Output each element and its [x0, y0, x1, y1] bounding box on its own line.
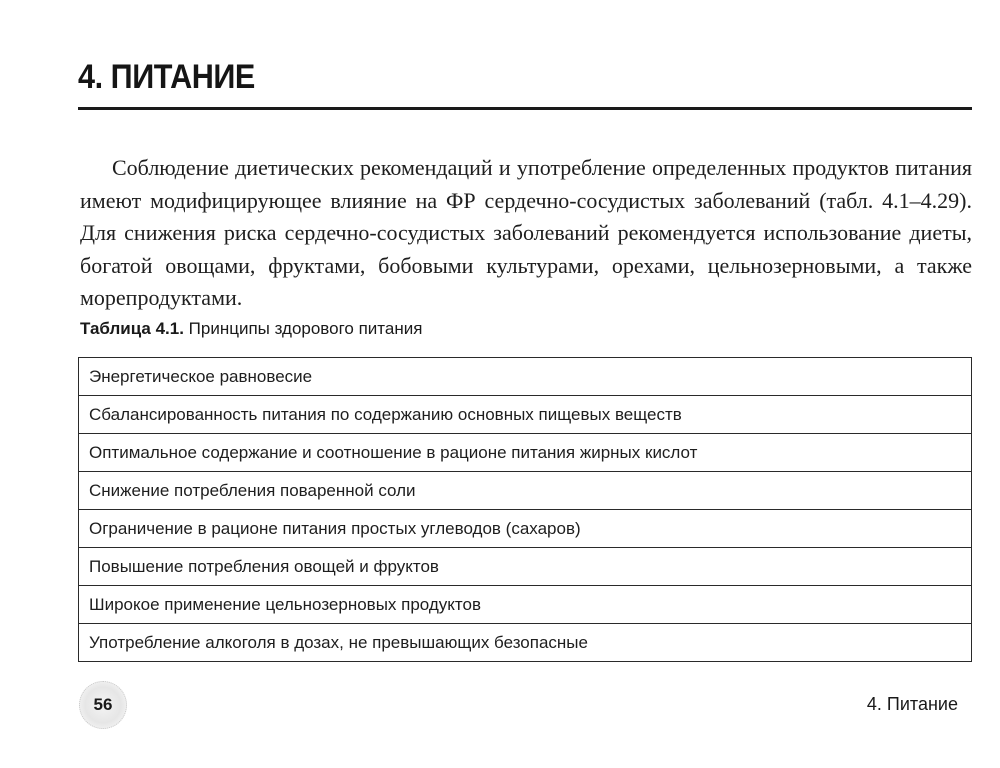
- table-row: [79, 472, 972, 510]
- table-cell: Энергетическое равновесие: [79, 358, 972, 396]
- table-cell: Сбалансированность питания по содержанию основных пищевых веществ: [79, 396, 972, 434]
- table-row: [79, 434, 972, 472]
- table-row: [79, 358, 972, 396]
- chapter-title: 4. ПИТАНИЕ: [78, 58, 255, 96]
- table-row: [79, 548, 972, 586]
- table-cell: Широкое применение цельнозерновых продуктов: [79, 586, 972, 624]
- principles-table: [78, 357, 972, 662]
- page-number-badge: [79, 681, 127, 729]
- table-cell: Снижение потребления поваренной соли: [79, 472, 972, 510]
- table-caption-label: Таблица 4.1.: [80, 319, 184, 338]
- table-row: [79, 510, 972, 548]
- title-divider: [78, 107, 972, 110]
- table-row: [79, 586, 972, 624]
- table-row: [79, 396, 972, 434]
- table-caption-text: Принципы здорового питания: [183, 319, 423, 338]
- table-cell: Употребление алкоголя в дозах, не превышающих безопасные: [79, 624, 972, 662]
- table-row: [79, 624, 972, 662]
- running-footer: 4. Питание: [866, 694, 958, 714]
- table-cell: Оптимальное содержание и соотношение в рационе питания жирных кислот: [79, 434, 972, 472]
- table-cell: Ограничение в рационе питания простых углеводов (сахаров): [79, 510, 972, 548]
- table-cell: Повышение потребления овощей и фруктов: [79, 548, 972, 586]
- table-caption: [80, 319, 422, 339]
- body-paragraph: Соблюдение диетических рекомендаций и употребление определенных продуктов питания имеют модифицирующее влияние на ФР сердечно-сосудистых заболеваний (табл. 4.1–4.29). Для снижения риска сердечно-сосудистых заболеваний рекомендуется использование диеты, богатой овощами, фруктами, бобовыми культурами, орехами, цельнозерновыми, а также морепродуктами.: [80, 155, 972, 310]
- page-number: 56: [93, 695, 113, 714]
